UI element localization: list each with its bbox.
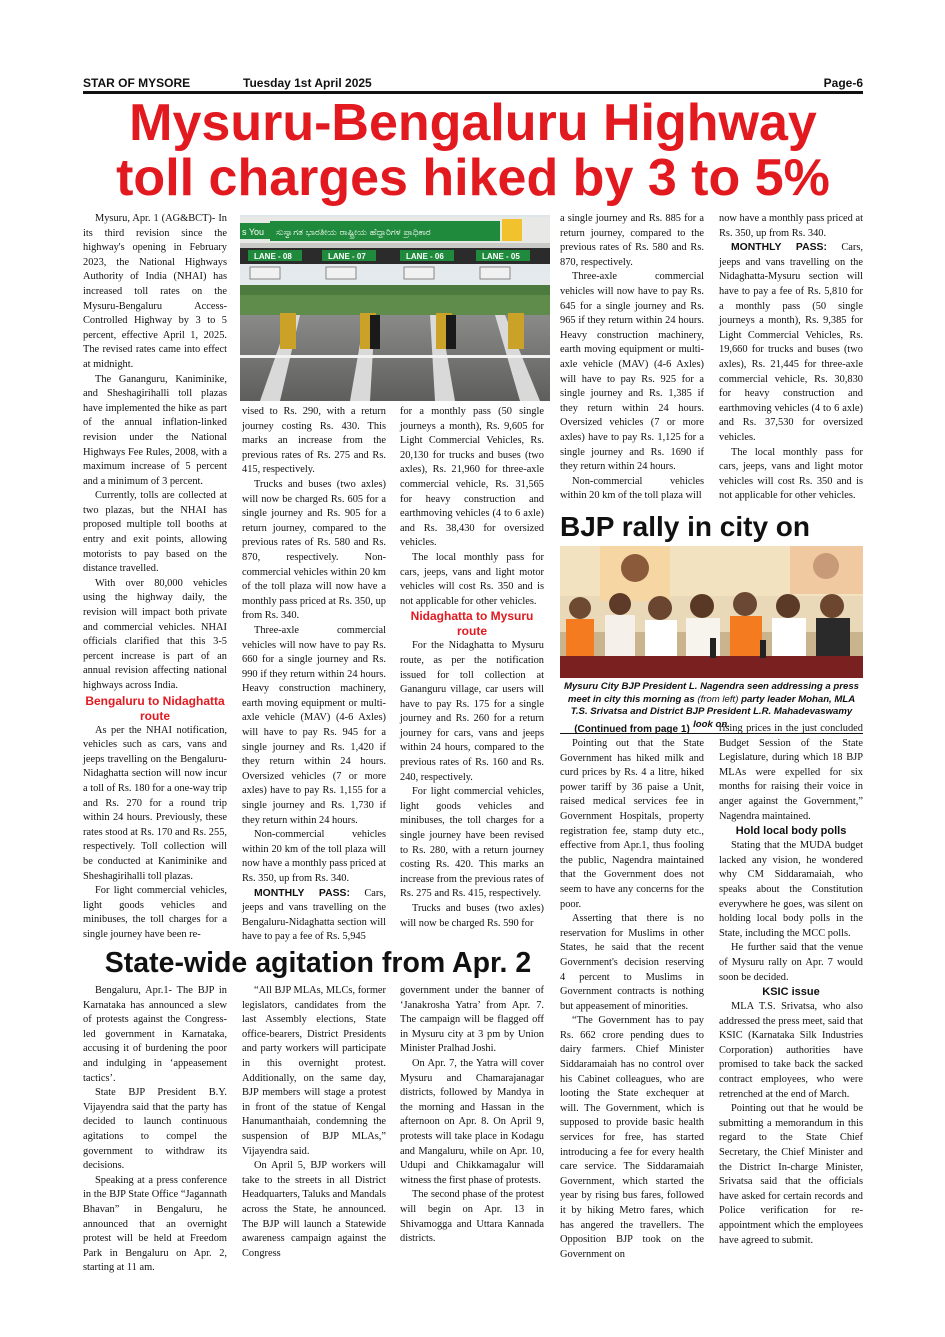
toll-headline-line1: Mysuru-Bengaluru Highway <box>129 94 817 152</box>
bjp-para: Pointing out that the State Government has hiked milk and curd prices by Rs. 4 a litre, hiked power tariff by 36 paise a Unit, raised medical services fee in Government Hospitals, property registration fee, stamp duty etc., effective from Apr.1, thus fooling the public, Nagendra maintained that the Government does not seem to have any concerns for the poor. <box>560 738 704 910</box>
bjp-rally-headline: BJP rally in city on <box>560 511 811 542</box>
bjp-press-meet-photo <box>560 546 863 678</box>
toll-col-2 <box>242 405 386 945</box>
toll-para: For light commercial vehicles, light goods vehicles and minibuses, the toll charges for a single journey have been re- <box>83 885 227 940</box>
toll-para: vised to Rs. 290, with a return journey costing Rs. 430. This marks an increase from the previous rates of Rs. 275 and Rs. 415, respectively. <box>242 406 386 476</box>
subhead-nidaghatta-mysuru: Nidaghatta to Mysuru route <box>410 609 534 639</box>
monthly-pass-label: MONTHLY PASS: <box>731 242 827 254</box>
toll-para: The local monthly pass for cars, jeeps, vans and light motor vehicles will cost Rs. 350 and is not applicable for other vehicles. <box>400 551 544 607</box>
toll-col-3 <box>400 405 544 931</box>
toll-para: Non-commercial vehicles within 20 km of the toll plaza will <box>560 475 704 502</box>
toll-para: Trucks and buses (two axles) will now be charged Rs. 590 for <box>400 903 544 929</box>
agitation-para: The second phase of the protest will begin on Apr. 13 in Shivamogga and Uttara Kannada districts. <box>400 1189 544 1245</box>
bjp-col-2 <box>719 722 863 1248</box>
lane-5-label: LANE - 05 <box>482 252 520 261</box>
lane-8-label: LANE - 08 <box>254 252 292 261</box>
agitation-para: State BJP President B.Y. Vijayendra said that the party has decided to launch continuous agitations to compel the government to withdraw its decisions. <box>83 1087 227 1172</box>
bjp-para: MLA T.S. Srivatsa, who also addressed the press meet, said that KSIC (Karnataka Silk Industries Corporation) authorities have promised to take back the sacked contract employees, who were retrenched at the end of March. <box>719 1001 863 1100</box>
agitation-col-1 <box>83 984 227 1276</box>
toll-para: As per the NHAI notification, vehicles such as cars, vans and jeeps travelling on the Bengaluru-Nidaghatta section will now incur a toll of Rs. 180 for a one-way trip and Rs. 270 for a round trip within 24 hours. Previously, these rates stood at Rs. 170 and Rs. 255, respectively. Toll collection will be conducted at Kaniminike and Sheshagirihalli toll plazas. <box>83 724 227 882</box>
subhead-bengaluru-nidaghatta: Bengaluru to Nidaghatta route <box>85 693 225 723</box>
bjp-col-1 <box>560 722 704 1262</box>
toll-para: Currently, tolls are collected at two plazas, but the NHAI has proposed multiple toll booths at entry and exit points, allowing motorists to pay based on the distance travelled. <box>83 490 227 575</box>
page-number: Page-6 <box>823 76 863 90</box>
agitation-para: On April 5, BJP workers will take to the streets in all District Headquarters, Taluks and Mandals across the State, he announced. The BJP will launch a Statewide awareness campaign against the Congress <box>242 1160 386 1259</box>
caption-part: Mysuru City BJP President L. Nagendra seen addressing a press meet in city this morning as <box>563 681 860 705</box>
toll-col-4 <box>560 212 704 504</box>
press-meet-illustration <box>560 546 863 678</box>
agitation-para: Bengaluru, Apr.1- The BJP in Karnataka has announced a slew of protests against the Congress-led government in Karnataka, accusing it of burdening the poor and indulging in ‘appeasement tactics’. <box>83 985 227 1084</box>
bjp-para: He further said that the venue of Mysuru rally on Apr. 7 would soon be decided. <box>719 942 863 983</box>
monthly-pass-label: MONTHLY PASS: <box>254 887 350 899</box>
toll-plaza-photo <box>240 215 550 401</box>
continued-note: (Continued from page 1) <box>574 724 690 735</box>
subhead-ksic-issue: KSIC issue <box>762 986 820 999</box>
paper-name: STAR OF MYSORE <box>83 76 191 90</box>
toll-para: The Gananguru, Kaniminike, and Sheshagirihalli toll plazas have implemented the hike as part of the annual inflation-linked revision under the National Highways Fee Rules, 2008, with a maximum increase of 5 percent and a minimum of 3 percent. <box>83 373 227 487</box>
lane-7-label: LANE - 07 <box>328 252 366 261</box>
monthly-pass-text: Cars, jeeps and vans travelling on the Bengaluru-Nidaghatta section will have to pay a fee of Rs. 5,945 <box>242 887 386 943</box>
toll-headline-line2: toll charges hiked by 3 to 5% <box>116 149 830 207</box>
toll-para: Trucks and buses (two axles) will now be charged Rs. 605 for a single journey and Rs. 905 for a return journey, compared to the previous rates of Rs. 580 and Rs. 870, respectively. Non-commercial vehicles within 20 km of the toll plaza will now have a monthly pass priced at Rs. 350, up from Rs. 340. <box>242 478 386 622</box>
agitation-headline: State-wide agitation from Apr. 2 <box>104 947 532 979</box>
bjp-para: Stating that the MUDA budget lacked any vision, he wondered why CM Siddaramaiah, who speaks about the Constitution everywhere he goes, was silent on holding local body polls in the State, including the MCC polls. <box>719 840 863 939</box>
masthead <box>83 74 863 92</box>
toll-col-5 <box>719 212 863 504</box>
toll-para: For light commercial vehicles, light goods vehicles and minibuses, the toll charges for a single journey have been revised to Rs. 280, with a return journey costing Rs. 420. This marks an increase from the previous rates of Rs. 275 and Rs. 415, respectively. <box>400 786 544 900</box>
lane-6-label: LANE - 06 <box>406 252 444 261</box>
bjp-para: Asserting that there is no reservation for Muslims in other States, he said that the recent Government's decision reserving 4 percent to Muslims in Government contracts is nothing but appeasement of minorities. <box>560 913 704 1012</box>
bjp-para: rising prices in the just concluded Budget Session of the State Legislature, during which 18 BJP MLAs were expelled for six months for raising their voice in anger against the Government,” Nagendra maintained. <box>719 723 863 822</box>
toll-plaza-illustration <box>240 215 550 401</box>
sign-kannada-text: ಸುಸ್ವಾಗತ ಭಾರತೀಯ ರಾಷ್ಟ್ರೀಯ ಹೆದ್ದಾರಿಗಳ ಪ್ರಾಧಿಕಾರ <box>276 228 431 238</box>
toll-para: Non-commercial vehicles within 20 km of the toll plaza will now have a monthly pass priced at Rs. 350, up from Rs. 340. <box>242 829 386 884</box>
agitation-col-3 <box>400 984 544 1247</box>
issue-date: Tuesday 1st April 2025 <box>243 76 372 90</box>
toll-col-1 <box>83 212 227 943</box>
toll-para: Mysuru, Apr. 1 (AG&BCT)- In its third revision since the highway's opening in February 2023, the National Highways Authority of India (NHAI) has increased toll rates on the Mysuru-Bengaluru Access-Controlled Highway by 3 to 5 percent, effective April 1, 2025. The revised rates came into effect at midnight. <box>83 213 227 370</box>
sign-left-text: s You <box>242 227 265 237</box>
bjp-para: Pointing out that he would be submitting a memorandum in this regard to the State Chief Secretary, the Chief Minister and the District In-charge Minister, Srivatsa said that the officials have asked for certain records and Police verification for re-appointment which the employees have agreed to submit. <box>719 1103 863 1246</box>
caption-from-left: (from left) <box>697 693 739 705</box>
agitation-col-2 <box>242 984 386 1261</box>
subhead-local-body-polls: Hold local body polls <box>735 825 847 838</box>
toll-para: Three-axle commercial vehicles will now have to pay Rs. 645 for a single journey and Rs. 965 if they return within 24 hours. Heavy construction machinery, earth moving equipment or multi-axle vehicle (MAV) (4-6 Axles) will have to pay Rs. 925 for a single journey and Rs. 1,385 if they return within 24 hours. Oversized vehicles (7 or more axles) have to pay Rs. 1,125 for a single journey and Rs. 1690 if they return within 24 hours. <box>560 271 704 473</box>
agitation-para: Speaking at a press conference in the BJP State Office “Jagannath Bhavan” in Bengaluru, he announced that an overnight protest will be held at Freedom Park in Bengaluru on Apr. 2, starting at 11 am. <box>83 1174 227 1274</box>
agitation-para: “All BJP MLAs, MLCs, former legislators, candidates from the last Assembly elections, State office-bearers, District Presidents and party workers will participate in this overnight protest. Additionally, on the same day, BJP members will stage a protest in front of the statue of Kengal Hanumanthaiah, condemning the suspension of BJP MLAs,” Vijayendra said. <box>242 985 386 1157</box>
toll-para: The local monthly pass for cars, jeeps, vans and light motor vehicles will cost Rs. 350 and is not applicable for other vehicles. <box>719 446 863 502</box>
toll-para <box>719 241 863 445</box>
toll-para <box>242 887 386 945</box>
toll-headline <box>83 96 863 206</box>
monthly-pass-text: Cars, jeeps and vans travelling on the Nidaghatta-Mysuru section will have to pay a fee of Rs. 5,810 for a monthly pass (50 single journeys a month), Rs. 9,385 for Light Commercial Vehicles, Rs. 19,660 for trucks and buses (two axles), Rs. 21,445 for three-axle commercial vehicle, Rs. 30,830 for heavy construction and earthmoving vehicles (4 to 6 axle) and Rs. 37,530 for oversized vehicles. <box>719 242 863 443</box>
agitation-para: government under the banner of ‘Janakrosha Yatra’ from Apr. 7. The campaign will be flagged off in Mysuru city at 3 pm by Union Minister Pralhad Joshi. <box>400 985 544 1055</box>
toll-para: a single journey and Rs. 885 for a return journey, compared to the previous rates of Rs. 580 and Rs. 870, respectively. <box>560 213 704 268</box>
toll-para: Three-axle commercial vehicles will now have to pay Rs. 660 for a single journey and Rs. 990 if they return within 24 hours. Heavy construction machinery, earth moving equipment or multi-axle vehicle (MAV) (4-6 Axles) will have to pay Rs. 945 for a single journey and Rs. 1,420 if they return within 24 hours. Oversized vehicles (7 or more axles) have to pay Rs. 1,155 for a single journey and Rs. 1,730 if they return within 24 hours. <box>242 624 386 826</box>
agitation-para: On Apr. 7, the Yatra will cover Mysuru and Chamarajanagar districts, followed by Mandya in the morning and Hassan in the afternoon on Apr. 8. On April 9, protests will take place in Kodagu and Mangaluru, while on Apr. 10, Udupi and Chikkamagalur will witness the first phase of protests. <box>400 1057 544 1186</box>
toll-para: for a monthly pass (50 single journeys a month), Rs. 9,605 for Light Commercial Vehicles, Rs. 20,130 for trucks and buses (two axles), Rs. 21,960 for three-axle commercial vehicle, Rs. 31,565 for heavy construction and earthmoving vehicles (4 to 6 axle) and Rs. 38,430 for oversized vehicles. <box>400 406 544 549</box>
toll-para: For the Nidaghatta to Mysuru route, as per the notification issued for toll collection at Gananguru village, car users will have to pay Rs. 175 for a single journey and Rs. 260 for a return journey for cars, vans and jeeps within 24 hours, compared to the previous rates of Rs. 160 and Rs. 240, respectively. <box>400 640 544 783</box>
toll-para: now have a monthly pass priced at Rs. 350, up from Rs. 340. <box>719 213 863 239</box>
bjp-para: “The Government has to pay Rs. 662 crore pending dues to dairy farmers. Chief Minister Siddaramaiah has no control over his Cabinet colleagues, who are looting the State exchequer at will. The Government, which is supposed to provide basic health services for free, has started introducing a fee for every health care service. The Siddaramaiah Government, which started the year by rising bus fares, followed it by hiking Metro fares, which has angered the travellers. The Opposition BJP took on the Government on <box>560 1015 704 1260</box>
caption-part: party leader Mohan, MLA T.S. Srivatsa and District BJP President L.R. Mahadevaswamy look on. <box>570 693 856 730</box>
toll-para: With over 80,000 vehicles using the highway daily, the revision will impact both private and commercial vehicles. NHAI officials clarified that this 3-5 percent increase is part of an annual revision affecting national highways across India. <box>83 577 227 691</box>
